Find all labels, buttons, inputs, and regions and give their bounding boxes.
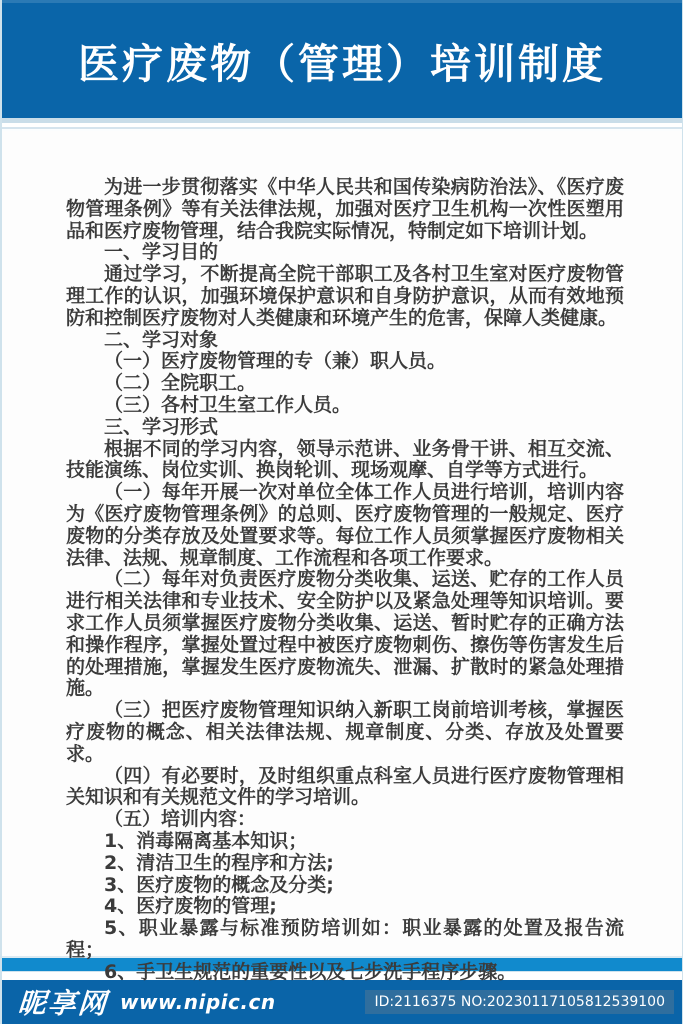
section-2-item-1: （一）医疗废物管理的专（兼）职人员。 bbox=[104, 350, 447, 373]
site-brand bbox=[18, 982, 276, 1022]
paragraph-list bbox=[66, 177, 624, 983]
intro-paragraph: 为进一步贯彻落实《中华人民共和国传染病防治法》、《医疗废物管理条例》等有关法律法规，加强对医疗卫生机构一次性医塑用品和医疗废物管理，结合我院实际情况，特制定如下培训计划。 bbox=[66, 176, 624, 242]
training-content-5: 5、职业暴露与标准预防培训如：职业暴露的处置及报告流程； bbox=[66, 917, 624, 961]
section-1-paragraph: 通过学习，不断提高全院干部职工及各村卫生室对医疗废物管理工作的认识，加强环境保护意识和自身防护意识，从而有效地预防和控制医疗废物对人类健康和环境产生的危害，保障人类健康。 bbox=[66, 263, 624, 329]
section-heading-1: 一、学习目的 bbox=[104, 241, 219, 264]
nipic-logo: 昵享网 bbox=[16, 987, 110, 1020]
training-content-4: 4、医疗废物的管理; bbox=[104, 895, 277, 918]
page-title: 医疗废物（管理）培训制度 bbox=[78, 40, 606, 88]
section-2-item-2: （二）全院职工。 bbox=[104, 372, 257, 395]
training-content-2: 2、清洁卫生的程序和方法; bbox=[104, 851, 334, 874]
site-url-text: www.nipic.cn bbox=[120, 990, 276, 1014]
section-3-item-5: （五）培训内容： bbox=[104, 808, 257, 831]
section-2-item-3: （三）各村卫生室工作人员。 bbox=[104, 393, 352, 416]
footer-bar bbox=[2, 980, 682, 1024]
section-3-item-4: （四）有必要时，及时组织重点科室人员进行医疗废物管理相关知识和有关规范文件的学习培训。 bbox=[66, 764, 624, 809]
document-body bbox=[2, 131, 682, 983]
training-content-3: 3、医疗废物的概念及分类; bbox=[104, 873, 334, 896]
section-heading-2: 二、学习对象 bbox=[104, 328, 219, 351]
section-3-paragraph: 根据不同的学习内容，领导示范讲、业务骨干讲、相互交流、技能演练、岗位实训、换岗轮训、现场观摩、自学等方式进行。 bbox=[66, 437, 624, 482]
watermark-id-badge: ID:2116375 NO:20230117105812539100 bbox=[365, 990, 674, 1014]
header-banner bbox=[2, 0, 682, 118]
section-3-item-3: （三）把医疗废物管理知识纳入新职工岗前培训考核，掌握医疗废物的概念、相关法律法规、规章制度、分类、存放及处置要求。 bbox=[66, 699, 624, 765]
header-divider-stripes bbox=[2, 118, 682, 131]
section-3-item-2: （二）每年对负责医疗废物分类收集、运送、贮存的工作人员进行相关法律和专业技术、安全防护以及紧急处理等知识培训。要求工作人员须掌握医疗废物分类收集、运送、暂时贮存的正确方法和操作程序，掌握处置过程中被医疗废物刺伤、擦伤等伤害发生后的处理措施，掌握发生医疗废物流失、泄漏、扩散时的紧急处理措施。 bbox=[66, 568, 624, 700]
section-heading-3: 三、学习形式 bbox=[104, 415, 219, 438]
training-content-1: 1、消毒隔离基本知识； bbox=[104, 829, 308, 852]
training-content-6: 6、手卫生规范的重要性以及七步洗手程序步骤。 bbox=[104, 960, 517, 983]
section-3-item-1: （一）每年开展一次对单位全体工作人员进行培训，培训内容为《医疗废物管理条例》的总则、医疗废物管理的一般规定、医疗废物的分类存放及处置要求等。每位工作人员须掌握医疗废物相关法律、法规、规章制度、工作流程和各项工作要求。 bbox=[66, 481, 624, 569]
